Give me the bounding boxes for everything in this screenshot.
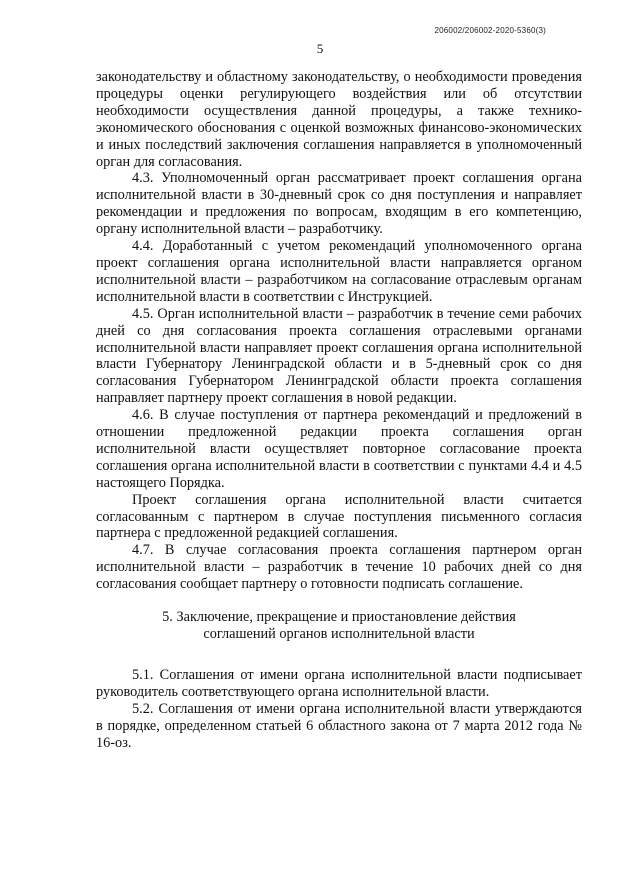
paragraph-4-7: 4.7. В случае согласования проекта соглашения партнером орган исполнительной власти – разработчик в течение 10 рабочих дней со дня согласования сообщает партнеру о готовности подписать соглашение. — [96, 542, 582, 593]
paragraph-4-4: 4.4. Доработанный с учетом рекомендаций уполномоченного органа проект соглашения органа исполнительной власти направляется органом исполнительной власти – разработчиком на согласование отраслевым органам исполнительной власти в соответствии с Инструкцией. — [96, 238, 582, 305]
paragraph-continuation: законодательству и областному законодательству, о необходимости проведения процедуры оценки регулирующего воздействия или об отсутствии необходимости осуществления данной процедуры, а также технико-экономического обоснования с оценкой возможных финансово-экономических и иных последствий заключения соглашения направляется в уполномоченный орган для согласования. — [96, 69, 582, 170]
paragraph-4-6-note: Проект соглашения органа исполнительной власти считается согласованным с партнером в случае поступления письменного согласия партнера с предложенной редакцией соглашения. — [96, 491, 582, 542]
paragraph-4-3: 4.3. Уполномоченный орган рассматривает проект соглашения органа исполнительной власти в 30-дневный срок со дня поступления и направляет рекомендации и предложения по вопросам, входящим в его компетенцию, органу исполнительной власти – разработчику. — [96, 170, 582, 238]
paragraph-5-2: 5.2. Соглашения от имени органа исполнительной власти утверждаются в порядке, определенном статьей 6 областного закона от 7 марта 2012 года № 16-оз. — [96, 700, 582, 751]
page-number: 5 — [316, 41, 324, 56]
paragraph-5-1: 5.1. Соглашения от имени органа исполнительной власти подписывает руководитель соответствующего органа исполнительной власти. — [96, 666, 582, 700]
paragraph-4-5: 4.5. Орган исполнительной власти – разработчик в течение семи рабочих дней со дня согласования проекта соглашения отраслевыми органами исполнительной власти направляет проект соглашения органа исполнительной власти Губернатору Ленинградской области и в 5-дневный срок со дня согласования Губернатором Ленинградской области проекта соглашения направляет партнеру проект соглашения в новой редакции. — [96, 305, 582, 407]
section-title-line-2: соглашений органов исполнительной власти — [203, 626, 475, 642]
paragraph-4-6: 4.6. В случае поступления от партнера рекомендаций и предложений в отношении предложенной редакции проекта соглашения орган исполнительной власти осуществляет повторное согласование проекта соглашения органа исполнительной власти в соответствии с пунктами 4.4 и 4.5 настоящего Порядка. — [96, 407, 582, 491]
document-id: 206002/206002-2020-5360(3) — [434, 26, 546, 35]
section-5-title — [96, 609, 582, 643]
document-body — [96, 69, 582, 751]
section-title-line-1: 5. Заключение, прекращение и приостановление действия — [162, 609, 516, 626]
